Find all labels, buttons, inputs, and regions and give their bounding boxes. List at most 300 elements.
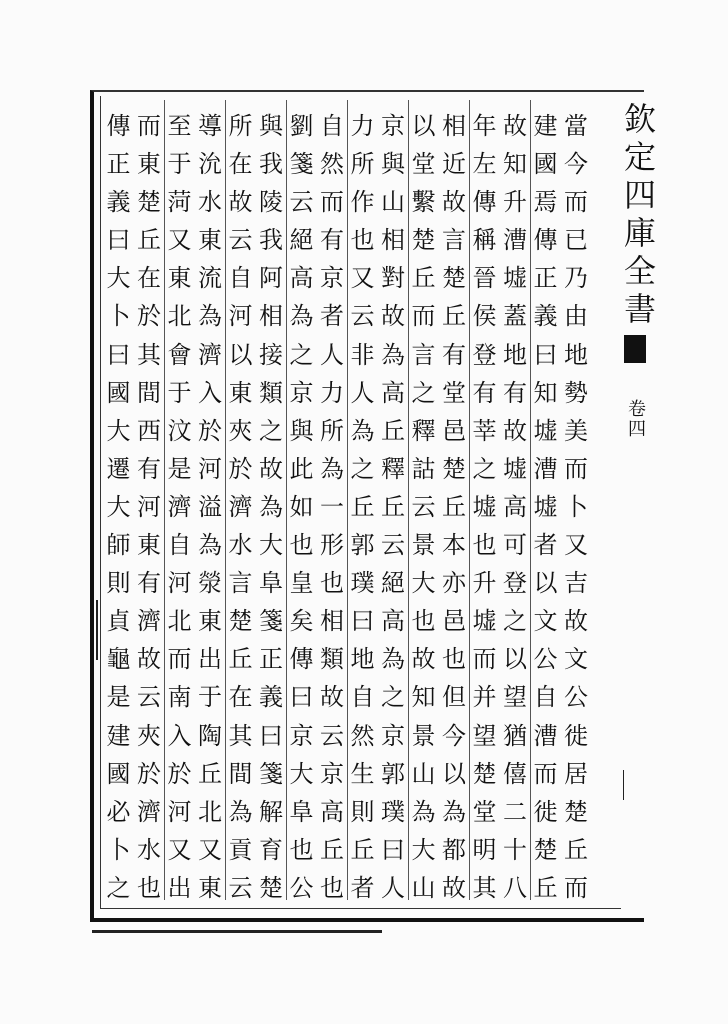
text-char: 京	[320, 759, 344, 788]
text-char: 箋	[259, 607, 283, 636]
text-char: 故	[259, 454, 283, 483]
text-char: 傳	[106, 112, 131, 140]
text-column	[134, 112, 164, 902]
text-char: 也	[289, 835, 314, 864]
text-char: 今	[442, 721, 466, 750]
text-char: 故	[503, 416, 527, 445]
text-char: 楚	[442, 454, 466, 483]
text-char: 有	[320, 226, 344, 255]
text-char: 繫	[411, 188, 436, 217]
text-char: 自	[320, 112, 344, 140]
text-char: 又	[198, 835, 222, 864]
text-char: 阿	[259, 264, 283, 293]
text-char: 于	[167, 150, 192, 179]
text-char: 為	[228, 797, 253, 826]
bottom-rule	[92, 930, 382, 933]
text-char: 然	[320, 150, 344, 179]
text-char: 於	[137, 302, 161, 331]
text-char: 并	[472, 683, 497, 712]
text-char: 為	[442, 797, 466, 826]
text-char: 傳	[472, 188, 497, 217]
text-char: 以	[411, 112, 436, 140]
text-char: 是	[106, 683, 131, 712]
text-char: 北	[198, 797, 222, 826]
text-char: 義	[106, 188, 131, 217]
text-char: 解	[259, 797, 283, 826]
text-char: 者	[350, 873, 375, 902]
text-char: 丘	[350, 492, 375, 521]
text-char: 楚	[472, 759, 497, 788]
text-char: 為	[411, 797, 436, 826]
text-char: 矣	[289, 607, 314, 636]
text-char: 公	[533, 645, 558, 674]
text-char: 近	[442, 150, 466, 179]
text-char: 對	[381, 264, 405, 293]
text-char: 故	[137, 645, 161, 674]
text-char: 璞	[381, 797, 405, 826]
text-char: 人	[350, 378, 375, 407]
text-char: 間	[228, 759, 253, 788]
text-char: 東	[137, 531, 161, 560]
text-char: 西	[137, 416, 161, 445]
text-char: 相	[259, 302, 283, 331]
text-char: 師	[106, 531, 131, 560]
text-char: 曰	[106, 340, 131, 369]
text-char: 已	[564, 226, 588, 255]
text-char: 入	[198, 378, 222, 407]
text-char: 知	[411, 683, 436, 712]
text-char: 今	[564, 150, 588, 179]
text-char: 蓋	[503, 302, 527, 331]
text-char: 于	[167, 378, 192, 407]
text-char: 一	[320, 492, 344, 521]
text-char: 而	[564, 454, 588, 483]
text-char: 言	[411, 340, 436, 369]
text-char: 建	[106, 721, 131, 750]
text-char: 丘	[381, 416, 405, 445]
text-char: 其	[137, 340, 161, 369]
ink-speck	[96, 600, 98, 660]
text-char: 有	[503, 378, 527, 407]
text-char: 八	[503, 873, 527, 902]
text-char: 建	[533, 112, 558, 140]
text-char: 類	[320, 645, 344, 674]
text-char: 故	[442, 188, 466, 217]
text-char: 墟	[533, 492, 558, 521]
text-char: 景	[411, 531, 436, 560]
text-char: 阜	[259, 569, 283, 598]
text-char: 地	[564, 340, 588, 369]
text-char: 于	[198, 683, 222, 712]
text-char: 卜	[106, 835, 131, 864]
text-char: 則	[350, 797, 375, 826]
text-char: 以	[503, 645, 527, 674]
text-char: 以	[228, 340, 253, 369]
text-char: 卜	[564, 492, 588, 521]
text-char: 北	[167, 607, 192, 636]
text-char: 我	[259, 150, 283, 179]
text-char: 出	[167, 873, 192, 902]
text-char: 阜	[289, 797, 314, 826]
column-divider	[530, 100, 531, 900]
text-char: 漕	[533, 721, 558, 750]
text-char: 形	[320, 531, 344, 560]
text-char: 故	[442, 873, 466, 902]
text-char: 所	[228, 112, 253, 140]
text-char: 楚	[259, 873, 283, 902]
text-char: 河	[228, 302, 253, 331]
text-char: 於	[228, 454, 253, 483]
text-char: 左	[472, 150, 497, 179]
text-char: 人	[320, 340, 344, 369]
text-char: 又	[350, 264, 375, 293]
text-char: 都	[442, 835, 466, 864]
title-char: 全	[623, 252, 656, 290]
column-divider	[347, 100, 348, 900]
text-char: 也	[411, 607, 436, 636]
text-char: 導	[198, 112, 222, 140]
text-char: 國	[106, 378, 131, 407]
text-char: 京	[320, 264, 344, 293]
text-char: 本	[442, 531, 466, 560]
text-char: 故	[228, 188, 253, 217]
text-char: 丘	[442, 302, 466, 331]
text-char: 京	[289, 721, 314, 750]
text-char: 文	[564, 645, 588, 674]
text-char: 菏	[167, 188, 192, 217]
text-char: 東	[137, 150, 161, 179]
column-divider	[286, 100, 287, 900]
text-char: 水	[137, 835, 161, 864]
text-char: 於	[137, 759, 161, 788]
text-char: 稱	[472, 226, 497, 255]
text-char: 水	[228, 531, 253, 560]
text-char: 濟	[137, 607, 161, 636]
text-char: 又	[167, 226, 192, 255]
text-char: 又	[564, 531, 588, 560]
text-char: 故	[564, 607, 588, 636]
text-char: 濟	[137, 797, 161, 826]
text-char: 楚	[411, 226, 436, 255]
text-char: 侯	[472, 302, 497, 331]
text-char: 為	[198, 302, 222, 331]
text-char: 高	[320, 797, 344, 826]
text-char: 云	[411, 492, 436, 521]
text-char: 知	[533, 378, 558, 407]
text-char: 之	[259, 416, 283, 445]
text-char: 傳	[289, 645, 314, 674]
text-char: 云	[381, 531, 405, 560]
text-char: 者	[320, 302, 344, 331]
title-char: 定	[623, 138, 656, 176]
text-char: 作	[350, 188, 375, 217]
text-char: 之	[289, 340, 314, 369]
text-char: 而	[564, 188, 588, 217]
text-char: 至	[167, 112, 192, 140]
column-divider	[225, 100, 226, 900]
text-char: 詁	[411, 454, 436, 483]
text-char: 以	[533, 569, 558, 598]
text-char: 其	[228, 721, 253, 750]
fishtail-mark	[624, 335, 646, 363]
text-char: 箋	[259, 759, 283, 788]
text-char: 之	[503, 607, 527, 636]
text-char: 有	[137, 454, 161, 483]
text-char: 而	[533, 759, 558, 788]
text-char: 也	[320, 569, 344, 598]
volume-label	[622, 400, 652, 440]
text-char: 云	[228, 873, 253, 902]
text-char: 京	[289, 378, 314, 407]
text-char: 丘	[411, 264, 436, 293]
text-column	[256, 112, 286, 902]
text-char: 乃	[564, 264, 588, 293]
text-char: 而	[320, 188, 344, 217]
text-char: 高	[381, 607, 405, 636]
text-char: 曰	[289, 683, 314, 712]
text-char: 大	[411, 835, 436, 864]
text-char: 之	[472, 454, 497, 483]
text-char: 接	[259, 340, 283, 369]
text-char: 丘	[198, 759, 222, 788]
text-char: 猶	[503, 721, 527, 750]
text-char: 徙	[533, 797, 558, 826]
text-char: 為	[259, 492, 283, 521]
text-char: 自	[350, 683, 375, 712]
text-char: 言	[442, 226, 466, 255]
text-char: 生	[350, 759, 375, 788]
text-char: 以	[442, 759, 466, 788]
text-char: 龜	[106, 645, 131, 674]
text-char: 山	[411, 873, 436, 902]
text-char: 又	[167, 835, 192, 864]
text-char: 大	[106, 264, 131, 293]
text-char: 陵	[259, 188, 283, 217]
text-char: 絕	[289, 226, 314, 255]
text-char: 在	[228, 683, 253, 712]
text-char: 如	[289, 492, 314, 521]
text-char: 文	[533, 607, 558, 636]
text-char: 皇	[289, 569, 314, 598]
text-char: 河	[137, 492, 161, 521]
column-divider	[408, 100, 409, 900]
text-char: 河	[167, 797, 192, 826]
text-char: 曰	[350, 607, 375, 636]
text-char: 而	[167, 645, 192, 674]
text-char: 釋	[411, 416, 436, 445]
text-char: 丘	[533, 873, 558, 902]
text-char: 有	[472, 378, 497, 407]
text-column	[195, 112, 225, 902]
text-char: 我	[259, 226, 283, 255]
text-char: 而	[472, 645, 497, 674]
text-char: 流	[198, 264, 222, 293]
text-char: 墟	[533, 416, 558, 445]
text-char: 非	[350, 340, 375, 369]
text-char: 而	[137, 112, 161, 140]
text-char: 所	[350, 150, 375, 179]
text-char: 自	[228, 264, 253, 293]
text-char: 所	[320, 416, 344, 445]
text-char: 云	[350, 302, 375, 331]
text-char: 正	[533, 264, 558, 293]
text-char: 東	[228, 378, 253, 407]
text-char: 釋	[381, 454, 405, 483]
text-char: 山	[411, 759, 436, 788]
text-char: 大	[106, 416, 131, 445]
text-char: 國	[106, 759, 131, 788]
text-char: 高	[503, 492, 527, 521]
text-column	[531, 112, 561, 902]
text-char: 堂	[442, 378, 466, 407]
text-char: 正	[106, 150, 131, 179]
text-char: 之	[350, 454, 375, 483]
text-char: 東	[198, 873, 222, 902]
text-char: 楚	[442, 264, 466, 293]
text-char: 此	[289, 454, 314, 483]
text-char: 也	[320, 873, 344, 902]
text-char: 徙	[564, 721, 588, 750]
text-char: 相	[442, 112, 466, 140]
text-char: 類	[259, 378, 283, 407]
book-title	[620, 100, 660, 328]
text-char: 東	[198, 607, 222, 636]
page-margin-column	[620, 90, 660, 920]
text-char: 望	[472, 721, 497, 750]
text-char: 莘	[472, 416, 497, 445]
text-char: 遷	[106, 454, 131, 483]
text-char: 為	[289, 302, 314, 331]
text-char: 東	[167, 264, 192, 293]
text-char: 楚	[228, 607, 253, 636]
text-char: 東	[198, 226, 222, 255]
text-char: 望	[503, 683, 527, 712]
text-char: 高	[381, 378, 405, 407]
text-char: 居	[564, 759, 588, 788]
text-char: 邑	[442, 416, 466, 445]
text-column	[348, 112, 378, 902]
text-char: 也	[137, 873, 161, 902]
text-char: 為	[381, 340, 405, 369]
text-char: 明	[472, 835, 497, 864]
text-char: 義	[259, 683, 283, 712]
text-char: 為	[198, 531, 222, 560]
text-column	[409, 112, 439, 902]
text-char: 墟	[503, 264, 527, 293]
text-char: 傳	[533, 226, 558, 255]
text-column	[317, 112, 347, 902]
text-char: 曰	[259, 721, 283, 750]
text-column	[470, 112, 500, 902]
text-char: 云	[320, 721, 344, 750]
text-char: 堂	[472, 797, 497, 826]
text-char: 而	[411, 302, 436, 331]
text-char: 云	[228, 226, 253, 255]
text-char: 劉	[289, 112, 314, 140]
text-char: 汶	[167, 416, 192, 445]
text-char: 京	[381, 112, 405, 140]
text-char: 人	[381, 873, 405, 902]
text-char: 二	[503, 797, 527, 826]
text-char: 年	[472, 112, 497, 140]
text-char: 楚	[533, 835, 558, 864]
text-char: 地	[503, 340, 527, 369]
text-char: 楚	[137, 188, 161, 217]
text-char: 故	[503, 112, 527, 140]
text-char: 濟	[228, 492, 253, 521]
text-char: 大	[411, 569, 436, 598]
text-column	[500, 112, 530, 902]
text-char: 濟	[167, 492, 192, 521]
text-char: 相	[381, 226, 405, 255]
title-char: 欽	[623, 100, 656, 138]
text-char: 郭	[381, 759, 405, 788]
text-char: 正	[259, 645, 283, 674]
ink-speck	[623, 770, 624, 800]
text-char: 有	[442, 340, 466, 369]
text-char: 南	[167, 683, 192, 712]
text-char: 丘	[137, 226, 161, 255]
text-column	[287, 112, 317, 902]
text-char: 晉	[472, 264, 497, 293]
volume-char: 四	[628, 419, 646, 440]
title-char: 四	[623, 176, 656, 214]
text-char: 丘	[442, 492, 466, 521]
text-char: 相	[320, 607, 344, 636]
text-char: 璞	[350, 569, 375, 598]
text-char: 絕	[381, 569, 405, 598]
text-char: 而	[564, 873, 588, 902]
text-char: 郭	[350, 531, 375, 560]
text-char: 與	[259, 112, 283, 140]
text-char: 高	[289, 264, 314, 293]
text-char: 入	[167, 721, 192, 750]
text-char: 景	[411, 721, 436, 750]
text-char: 出	[198, 645, 222, 674]
text-char: 於	[198, 416, 222, 445]
column-divider	[164, 100, 165, 900]
text-column	[561, 112, 591, 902]
text-char: 育	[259, 835, 283, 864]
text-char: 墟	[472, 492, 497, 521]
text-char: 登	[503, 569, 527, 598]
text-char: 夾	[137, 721, 161, 750]
text-char: 貢	[228, 835, 253, 864]
text-char: 地	[350, 645, 375, 674]
text-char: 箋	[289, 150, 314, 179]
text-char: 由	[564, 302, 588, 331]
text-char: 公	[564, 683, 588, 712]
text-char: 升	[472, 569, 497, 598]
text-char: 但	[442, 683, 466, 712]
text-char: 然	[350, 721, 375, 750]
text-char: 丘	[320, 835, 344, 864]
text-char: 墟	[472, 607, 497, 636]
text-char: 與	[289, 416, 314, 445]
text-char: 美	[564, 416, 588, 445]
text-char: 自	[167, 531, 192, 560]
text-char: 也	[442, 645, 466, 674]
text-char: 知	[503, 150, 527, 179]
text-char: 在	[228, 150, 253, 179]
text-char: 之	[381, 683, 405, 712]
text-char: 登	[472, 340, 497, 369]
text-char: 為	[350, 416, 375, 445]
text-char: 焉	[533, 188, 558, 217]
text-char: 自	[533, 683, 558, 712]
text-char: 漕	[503, 226, 527, 255]
text-char: 故	[320, 683, 344, 712]
